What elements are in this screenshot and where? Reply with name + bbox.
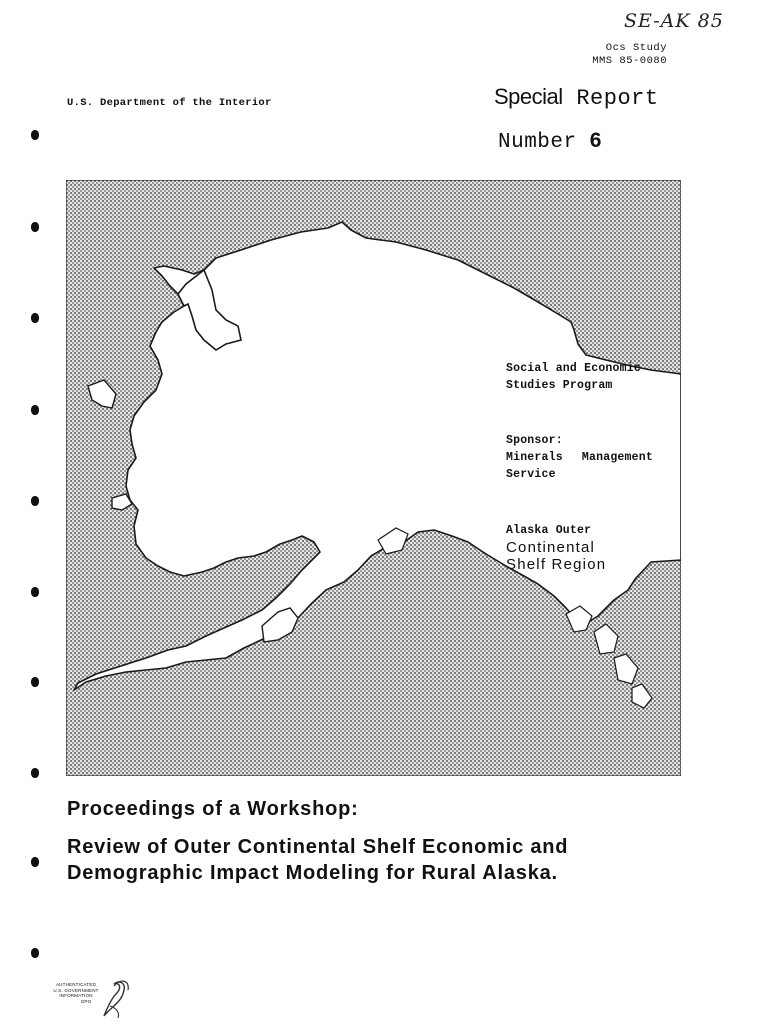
study-line-1: Ocs Study [605, 42, 667, 54]
binding-hole-mark [31, 313, 39, 323]
report-number-label: Number [498, 131, 577, 154]
sponsor-label: Sponsor: [506, 434, 563, 447]
gpo-seal-text [46, 982, 106, 1004]
binding-hole-mark [31, 496, 39, 506]
region-line-1: Alaska Outer [506, 524, 592, 537]
binding-hole-mark [31, 587, 39, 597]
handwritten-note: SE-AK 85 [624, 10, 724, 32]
binding-hole-mark [31, 677, 39, 687]
gpo-seal-line-3: INFORMATION [59, 993, 93, 998]
region-line-2: Continental [506, 539, 596, 556]
report-label-word2: Report [576, 86, 659, 111]
sponsor-line-2: Service [506, 468, 556, 481]
program-line-1: Social and Economic [506, 362, 641, 375]
gpo-seal-line-1: AUTHENTICATED [55, 982, 97, 987]
report-number-value: 6 [589, 129, 602, 152]
region-block [506, 522, 606, 573]
binding-hole-mark [31, 405, 39, 415]
document-title-line-1: Proceedings of a Workshop: [67, 798, 359, 820]
gpo-seal-line-2: U.S. GOVERNMENT [53, 987, 99, 993]
report-number [498, 129, 602, 154]
gpo-seal [46, 976, 136, 1020]
binding-hole-mark [31, 857, 39, 867]
document-title-line-3: Demographic Impact Modeling for Rural Alaska. [67, 862, 558, 884]
report-label [494, 84, 659, 111]
sponsor-block [506, 432, 653, 483]
report-label-word1: Special [494, 84, 563, 109]
program-line-2: Studies Program [506, 379, 613, 392]
sponsor-line-1: Minerals Management [506, 451, 653, 464]
document-title-line-2: Review of Outer Continental Shelf Economic and [67, 836, 569, 858]
binding-hole-mark [31, 222, 39, 232]
program-block [506, 360, 641, 394]
department-name: U.S. Department of the Interior [67, 97, 272, 109]
gpo-seal-line-4: GPO [80, 998, 92, 1004]
region-line-3: Shelf Region [506, 556, 607, 573]
study-id [592, 42, 667, 68]
binding-hole-mark [31, 948, 39, 958]
eagle-icon [100, 976, 132, 1020]
binding-hole-mark [31, 130, 39, 140]
study-line-2: MMS 85-0080 [592, 55, 667, 67]
binding-hole-mark [31, 768, 39, 778]
